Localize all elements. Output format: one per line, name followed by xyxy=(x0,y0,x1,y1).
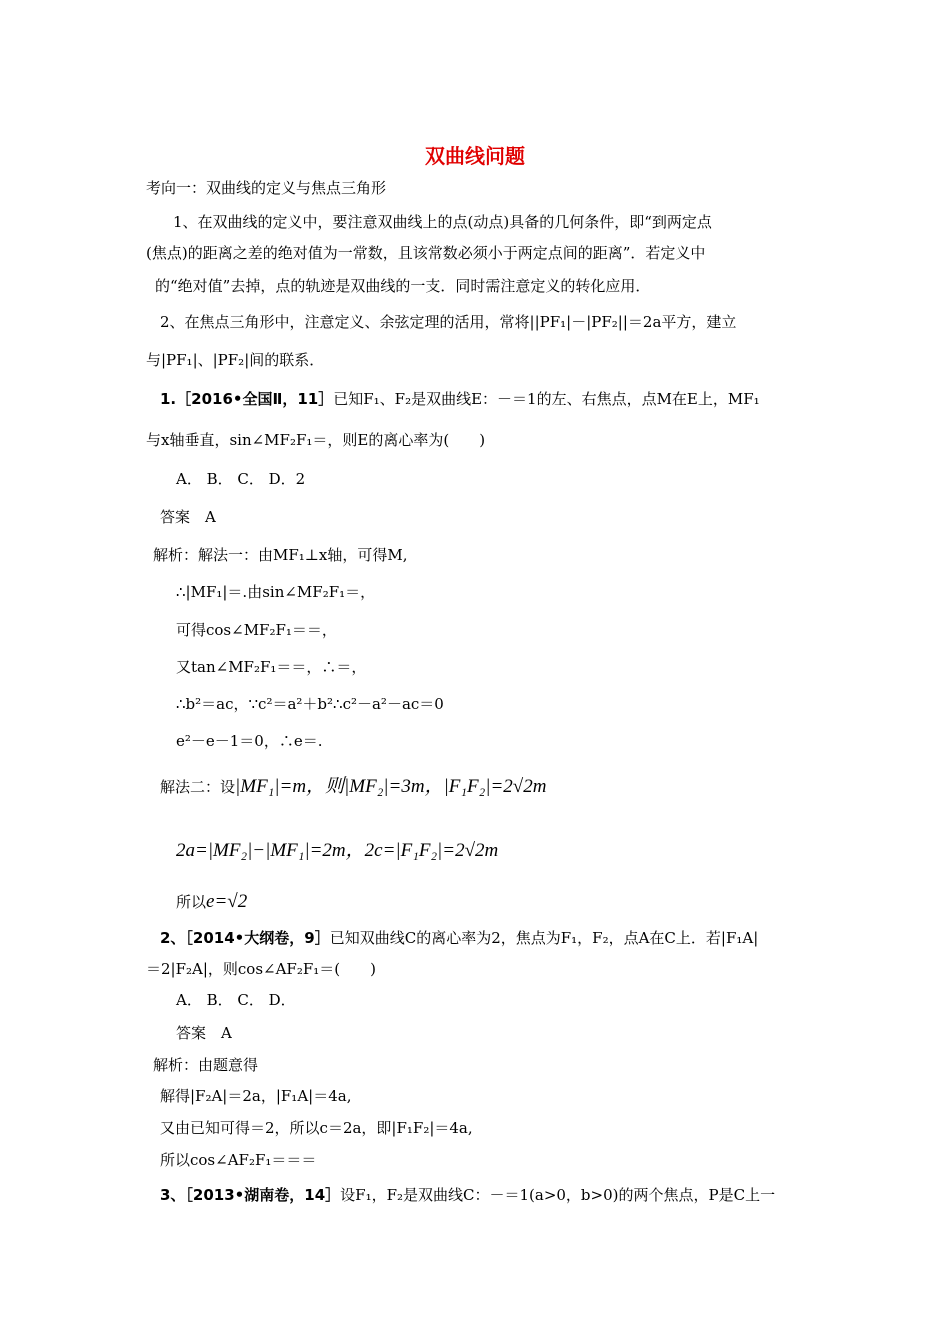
q1-line-2: 与x轴垂直，sin∠MF₂F₁＝，则E的离心率为( ) xyxy=(146,431,486,449)
q2-stem-1: 已知双曲线C的离心率为2，焦点为F₁，F₂，点A在C上．若|F₁A| xyxy=(329,929,759,947)
q1-stem-1: 已知F₁、F₂是双曲线E：－＝1的左、右焦点，点M在E上，MF₁ xyxy=(333,390,760,408)
note-line-3: 的“绝对值”去掉，点的轨迹是双曲线的一支．同时需注意定义的转化应用． xyxy=(155,277,651,295)
q1-sol2-prefix: 解法二：设 xyxy=(160,778,236,796)
q3-line-1 xyxy=(160,1185,775,1205)
q2-sol-2: 解得|F₂A|＝2a，|F₁A|＝4a, xyxy=(160,1087,352,1105)
page-title: 双曲线问题 xyxy=(425,144,525,168)
q1-answer: 答案 A xyxy=(160,508,216,526)
q1-sol2-conclusion-line xyxy=(176,888,247,916)
q1-sol2-eq2-line xyxy=(176,836,498,866)
q1-sol2-eq1: |MF₁|=m，则|MF₂|=3m，|F₁F₂|=2√2m xyxy=(235,776,547,797)
q1-line-1 xyxy=(160,389,760,409)
q1-sol-4: 又tan∠MF₂F₁＝＝，∴＝， xyxy=(176,658,367,676)
q2-options: A． B． C． D． xyxy=(176,991,296,1009)
q2-sol-4: 所以cos∠AF₂F₁＝＝＝ xyxy=(160,1151,317,1169)
q1-sol2-conclusion: e=√2 xyxy=(206,891,248,912)
q2-answer: 答案 A xyxy=(176,1024,232,1042)
q1-sol-1: 解析：解法一：由MF₁⊥x轴，可得M, xyxy=(153,546,408,564)
q2-line-1 xyxy=(160,928,758,948)
q1-sol-5: ∴b²＝ac，∵c²＝a²＋b²∴c²－a²－ac＝0 xyxy=(176,695,444,713)
q1-sol-6: e²－e－1＝0，∴e＝. xyxy=(176,732,323,750)
q1-options: A． B． C． D．2 xyxy=(176,470,306,488)
q1-sol2-eq2: 2a=|MF₂|−|MF₁|=2m，2c=|F₁F₂|=2√2m xyxy=(176,840,499,861)
q3-stem-1: 设F₁，F₂是双曲线C：－＝1(a>0，b>0)的两个焦点，P是C上一 xyxy=(340,1186,776,1204)
q2-tag: 2、［2014•大纲卷，9］ xyxy=(160,929,330,947)
q1-sol2-conclusion-prefix: 所以 xyxy=(176,893,207,911)
q1-sol-3: 可得cos∠MF₂F₁＝＝， xyxy=(176,621,337,639)
q2-line-2: ＝2|F₂A|，则cos∠AF₂F₁＝( ) xyxy=(146,960,376,978)
note-line-1: 1、在双曲线的定义中，要注意双曲线上的点(动点)具备的几何条件，即“到两定点 xyxy=(173,213,712,231)
q1-tag: 1.［2016•全国Ⅱ，11］ xyxy=(160,390,334,408)
note-line-5: 与|PF₁|、|PF₂|间的联系． xyxy=(146,351,325,369)
q3-tag: 3、［2013•湖南卷，14］ xyxy=(160,1186,341,1204)
note-line-4: 2、在焦点三角形中，注意定义、余弦定理的活用，常将||PF₁|－|PF₂||＝2a平方，建立 xyxy=(160,313,737,331)
q1-sol2-line xyxy=(160,772,546,802)
section-heading: 考向一：双曲线的定义与焦点三角形 xyxy=(146,179,387,197)
q1-sol-2: ∴|MF₁|＝.由sin∠MF₂F₁＝， xyxy=(176,583,376,601)
note-line-2: (焦点)的距离之差的绝对值为一常数，且该常数必须小于两定点间的距离”．若定义中 xyxy=(146,244,706,262)
q2-sol-1: 解析：由题意得 xyxy=(153,1056,259,1074)
q2-sol-3: 又由已知可得＝2，所以c＝2a，即|F₁F₂|＝4a, xyxy=(160,1119,473,1137)
